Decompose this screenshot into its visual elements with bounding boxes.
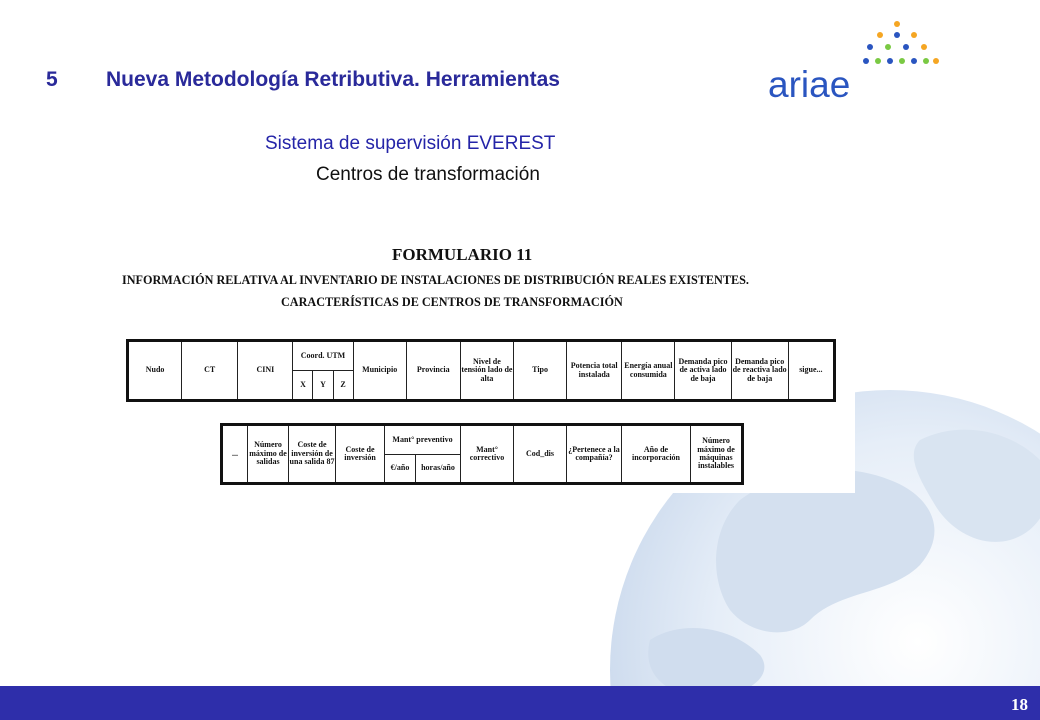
- col-potencia: Potencia total instalada: [567, 341, 622, 401]
- col-pertenece: ¿Pertenece a la compañía?: [567, 425, 622, 484]
- col-energia: Energía anual consumida: [622, 341, 675, 401]
- col-mant-preventivo: Mant° preventivo: [385, 425, 461, 455]
- col-cini: CINI: [238, 341, 293, 401]
- col-ano-incorporacion: Año de incorporación: [622, 425, 691, 484]
- form-heading-line2: CARACTERÍSTICAS DE CENTROS DE TRANSFORMACIÓN: [281, 295, 623, 309]
- col-sigue: sigue...: [788, 341, 834, 401]
- page-number: 18: [1011, 695, 1028, 714]
- form-heading-line1: INFORMACIÓN RELATIVA AL INVENTARIO DE INSTALACIONES DE DISTRIBUCIÓN REALES EXISTENTES.: [122, 273, 749, 287]
- col-z: Z: [333, 371, 353, 401]
- col-cod-dis: Cod_dis: [514, 425, 567, 484]
- col-coord-utm: Coord. UTM: [293, 341, 353, 371]
- col-municipio: Municipio: [353, 341, 406, 401]
- col-y: Y: [313, 371, 333, 401]
- col-coste-salida: Coste de inversión de una salida 87: [289, 425, 336, 484]
- col-numero-salidas: Número máximo de salidas: [248, 425, 289, 484]
- col-x: X: [293, 371, 313, 401]
- col-provincia: Provincia: [406, 341, 460, 401]
- col-nivel-tension: Nivel de tensión lado de alta: [460, 341, 513, 401]
- col-demanda-activa: Demanda pico de activa lado de baja: [675, 341, 731, 401]
- col-eur-ano: €/año: [385, 455, 416, 484]
- slide-subtitle: Sistema de supervisión EVEREST: [265, 133, 556, 154]
- form-title: FORMULARIO 11: [392, 245, 533, 264]
- ariae-logo-text: ariae: [768, 64, 851, 105]
- col-continuation: ...: [222, 425, 248, 484]
- form-table-1: [126, 339, 836, 402]
- col-tipo: Tipo: [514, 341, 567, 401]
- logo-dot-pattern: [863, 21, 939, 64]
- col-horas-ano: horas/año: [416, 455, 461, 484]
- form-table-2: [220, 423, 744, 485]
- col-ct: CT: [182, 341, 238, 401]
- col-demanda-reactiva: Demanda pico de reactiva lado de baja: [731, 341, 788, 401]
- col-nudo: Nudo: [128, 341, 182, 401]
- footer-bar: [0, 686, 1040, 720]
- slide-title: [46, 68, 560, 92]
- col-mant-correctivo: Mant° correctivo: [461, 425, 514, 484]
- slide-title-text: Nueva Metodología Retributiva. Herramientas: [106, 68, 560, 91]
- col-numero-maquinas: Número máximo de máquinas instalables: [691, 425, 743, 484]
- slide-subtitle-secondary: Centros de transformación: [316, 164, 540, 185]
- col-coste-inversion: Coste de inversión: [336, 425, 385, 484]
- section-number: 5: [46, 68, 58, 91]
